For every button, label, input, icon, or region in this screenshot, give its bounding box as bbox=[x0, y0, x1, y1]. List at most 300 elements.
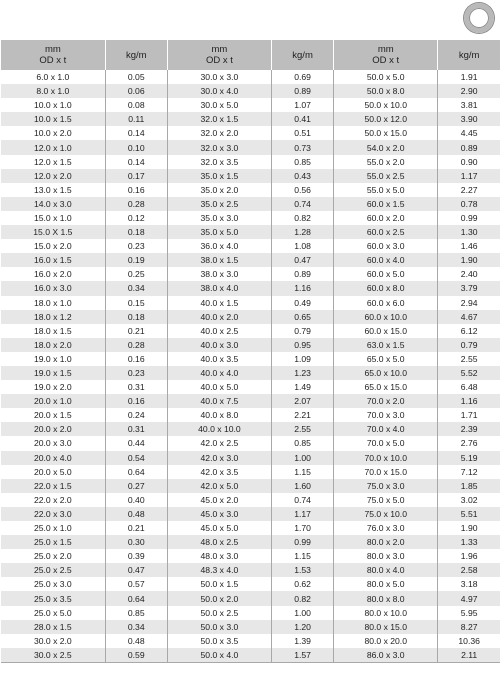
weight-cell: 1.15 bbox=[272, 465, 334, 479]
weight-cell: 0.14 bbox=[105, 126, 167, 140]
weight-cell: 2.76 bbox=[438, 436, 500, 450]
weight-cell: 4.67 bbox=[438, 310, 500, 324]
size-cell: 50.0 x 5.0 bbox=[334, 70, 438, 84]
size-cell: 13.0 x 1.5 bbox=[1, 183, 105, 197]
weight-cell: 2.55 bbox=[438, 352, 500, 366]
size-header-label: mm bbox=[44, 44, 61, 55]
weight-cell: 0.59 bbox=[105, 648, 167, 663]
size-cell: 25.0 x 2.0 bbox=[1, 549, 105, 563]
weight-cell: 0.99 bbox=[272, 535, 334, 549]
size-cell: 6.0 x 1.0 bbox=[1, 70, 105, 84]
size-cell: 20.0 x 1.0 bbox=[1, 394, 105, 408]
table-row bbox=[1, 394, 500, 408]
table-row bbox=[1, 563, 500, 577]
size-cell: 50.0 x 15.0 bbox=[334, 126, 438, 140]
size-cell: 60.0 x 10.0 bbox=[334, 310, 438, 324]
size-cell: 14.0 x 3.0 bbox=[1, 197, 105, 211]
weight-cell: 0.43 bbox=[272, 169, 334, 183]
table-row bbox=[1, 197, 500, 211]
weight-cell: 0.39 bbox=[105, 549, 167, 563]
size-cell: 18.0 x 1.0 bbox=[1, 296, 105, 310]
weight-cell: 3.18 bbox=[438, 577, 500, 591]
size-header-3 bbox=[334, 40, 438, 70]
weight-cell: 0.34 bbox=[105, 620, 167, 634]
weight-cell: 1.16 bbox=[272, 281, 334, 295]
size-cell: 70.0 x 4.0 bbox=[334, 422, 438, 436]
size-header-label: mm bbox=[211, 44, 228, 55]
size-cell: 22.0 x 3.0 bbox=[1, 507, 105, 521]
size-cell: 35.0 x 1.5 bbox=[167, 169, 271, 183]
weight-header-label: kg/m bbox=[125, 49, 147, 61]
weight-cell: 5.51 bbox=[438, 507, 500, 521]
size-cell: 25.0 x 3.5 bbox=[1, 591, 105, 605]
size-cell: 20.0 x 1.5 bbox=[1, 408, 105, 422]
weight-cell: 2.40 bbox=[438, 267, 500, 281]
weight-cell: 1.60 bbox=[272, 479, 334, 493]
table-row bbox=[1, 591, 500, 605]
weight-cell: 0.25 bbox=[105, 267, 167, 281]
size-cell: 25.0 x 3.0 bbox=[1, 577, 105, 591]
weight-cell: 0.85 bbox=[272, 436, 334, 450]
table-row bbox=[1, 155, 500, 169]
size-cell: 35.0 x 2.5 bbox=[167, 197, 271, 211]
weight-cell: 0.28 bbox=[105, 197, 167, 211]
weight-cell: 0.95 bbox=[272, 338, 334, 352]
weight-cell: 2.39 bbox=[438, 422, 500, 436]
weight-cell: 0.16 bbox=[105, 394, 167, 408]
weight-cell: 1.23 bbox=[272, 366, 334, 380]
size-cell: 86.0 x 3.0 bbox=[334, 648, 438, 663]
size-cell: 32.0 x 3.5 bbox=[167, 155, 271, 169]
size-cell: 80.0 x 10.0 bbox=[334, 606, 438, 620]
size-cell: 40.0 x 2.5 bbox=[167, 324, 271, 338]
weight-cell: 0.08 bbox=[105, 98, 167, 112]
size-header-sub: OD x t bbox=[372, 55, 400, 66]
weight-cell: 5.95 bbox=[438, 606, 500, 620]
size-cell: 60.0 x 3.0 bbox=[334, 239, 438, 253]
table-row bbox=[1, 521, 500, 535]
size-cell: 60.0 x 15.0 bbox=[334, 324, 438, 338]
ring-tube-icon bbox=[464, 3, 494, 33]
size-cell: 75.0 x 5.0 bbox=[334, 493, 438, 507]
size-cell: 20.0 x 2.0 bbox=[1, 422, 105, 436]
size-cell: 63.0 x 1.5 bbox=[334, 338, 438, 352]
size-cell: 55.0 x 2.0 bbox=[334, 155, 438, 169]
table-row bbox=[1, 648, 500, 663]
table-row bbox=[1, 211, 500, 225]
size-cell: 50.0 x 2.5 bbox=[167, 606, 271, 620]
size-header-1 bbox=[1, 40, 105, 70]
size-cell: 19.0 x 1.0 bbox=[1, 352, 105, 366]
weight-cell: 0.89 bbox=[272, 267, 334, 281]
weight-cell: 0.65 bbox=[272, 310, 334, 324]
size-cell: 50.0 x 10.0 bbox=[334, 98, 438, 112]
table-row bbox=[1, 352, 500, 366]
weight-cell: 0.90 bbox=[438, 155, 500, 169]
size-cell: 70.0 x 2.0 bbox=[334, 394, 438, 408]
size-cell: 50.0 x 1.5 bbox=[167, 577, 271, 591]
size-cell: 16.0 x 3.0 bbox=[1, 281, 105, 295]
size-cell: 65.0 x 10.0 bbox=[334, 366, 438, 380]
size-cell: 15.0 X 1.5 bbox=[1, 225, 105, 239]
weight-cell: 1.90 bbox=[438, 253, 500, 267]
weight-cell: 5.52 bbox=[438, 366, 500, 380]
table-header-row bbox=[1, 40, 500, 70]
size-cell: 40.0 x 1.5 bbox=[167, 296, 271, 310]
weight-cell: 0.16 bbox=[105, 352, 167, 366]
weight-cell: 4.97 bbox=[438, 591, 500, 605]
table-row bbox=[1, 577, 500, 591]
weight-cell: 0.11 bbox=[105, 112, 167, 126]
table-row bbox=[1, 422, 500, 436]
size-cell: 70.0 x 15.0 bbox=[334, 465, 438, 479]
weight-cell: 3.90 bbox=[438, 112, 500, 126]
weight-cell: 0.31 bbox=[105, 380, 167, 394]
table-row bbox=[1, 112, 500, 126]
size-cell: 40.0 x 4.0 bbox=[167, 366, 271, 380]
size-cell: 8.0 x 1.0 bbox=[1, 84, 105, 98]
table-row bbox=[1, 267, 500, 281]
table-row bbox=[1, 465, 500, 479]
size-cell: 48.0 x 2.5 bbox=[167, 535, 271, 549]
table-row bbox=[1, 338, 500, 352]
size-cell: 40.0 x 7.5 bbox=[167, 394, 271, 408]
size-cell: 50.0 x 3.0 bbox=[167, 620, 271, 634]
size-cell: 18.0 x 1.2 bbox=[1, 310, 105, 324]
weight-cell: 10.36 bbox=[438, 634, 500, 648]
size-cell: 40.0 x 2.0 bbox=[167, 310, 271, 324]
weight-cell: 0.69 bbox=[272, 70, 334, 84]
size-cell: 12.0 x 1.0 bbox=[1, 140, 105, 154]
weight-cell: 1.39 bbox=[272, 634, 334, 648]
weight-cell: 0.16 bbox=[105, 183, 167, 197]
size-cell: 70.0 x 10.0 bbox=[334, 451, 438, 465]
weight-cell: 0.28 bbox=[105, 338, 167, 352]
weight-cell: 3.81 bbox=[438, 98, 500, 112]
weight-cell: 1.07 bbox=[272, 98, 334, 112]
weight-cell: 0.56 bbox=[272, 183, 334, 197]
weight-cell: 1.71 bbox=[438, 408, 500, 422]
size-cell: 36.0 x 4.0 bbox=[167, 239, 271, 253]
weight-header-label: kg/m bbox=[458, 49, 480, 61]
size-header-sub: OD x t bbox=[39, 55, 67, 66]
weight-header-2 bbox=[272, 40, 334, 70]
weight-cell: 1.20 bbox=[272, 620, 334, 634]
table-row bbox=[1, 281, 500, 295]
table-body bbox=[1, 70, 500, 662]
size-cell: 40.0 x 10.0 bbox=[167, 422, 271, 436]
table-row bbox=[1, 380, 500, 394]
size-cell: 25.0 x 1.0 bbox=[1, 521, 105, 535]
table-row bbox=[1, 451, 500, 465]
weight-cell: 0.89 bbox=[272, 84, 334, 98]
weight-cell: 0.27 bbox=[105, 479, 167, 493]
weight-cell: 2.07 bbox=[272, 394, 334, 408]
weight-cell: 0.82 bbox=[272, 211, 334, 225]
size-cell: 35.0 x 3.0 bbox=[167, 211, 271, 225]
weight-cell: 0.57 bbox=[105, 577, 167, 591]
size-cell: 65.0 x 15.0 bbox=[334, 380, 438, 394]
table-row bbox=[1, 183, 500, 197]
weight-cell: 0.17 bbox=[105, 169, 167, 183]
weight-cell: 0.64 bbox=[105, 591, 167, 605]
size-cell: 40.0 x 8.0 bbox=[167, 408, 271, 422]
weight-cell: 1.49 bbox=[272, 380, 334, 394]
size-cell: 22.0 x 1.5 bbox=[1, 479, 105, 493]
size-cell: 30.0 x 2.5 bbox=[1, 648, 105, 663]
size-header-2 bbox=[167, 40, 271, 70]
size-cell: 60.0 x 4.0 bbox=[334, 253, 438, 267]
size-cell: 70.0 x 5.0 bbox=[334, 436, 438, 450]
size-cell: 32.0 x 1.5 bbox=[167, 112, 271, 126]
weight-cell: 2.11 bbox=[438, 648, 500, 663]
size-cell: 48.3 x 4.0 bbox=[167, 563, 271, 577]
size-cell: 30.0 x 4.0 bbox=[167, 84, 271, 98]
size-cell: 19.0 x 1.5 bbox=[1, 366, 105, 380]
weight-header-label: kg/m bbox=[292, 49, 313, 61]
table-row bbox=[1, 620, 500, 634]
size-cell: 75.0 x 3.0 bbox=[334, 479, 438, 493]
size-cell: 20.0 x 4.0 bbox=[1, 451, 105, 465]
weight-cell: 0.15 bbox=[105, 296, 167, 310]
table-row bbox=[1, 606, 500, 620]
weight-cell: 0.18 bbox=[105, 225, 167, 239]
weight-cell: 0.41 bbox=[272, 112, 334, 126]
size-cell: 80.0 x 4.0 bbox=[334, 563, 438, 577]
weight-cell: 1.53 bbox=[272, 563, 334, 577]
size-cell: 25.0 x 5.0 bbox=[1, 606, 105, 620]
table-row bbox=[1, 549, 500, 563]
weight-cell: 1.00 bbox=[272, 451, 334, 465]
weight-cell: 1.09 bbox=[272, 352, 334, 366]
size-cell: 42.0 x 3.5 bbox=[167, 465, 271, 479]
weight-cell: 2.21 bbox=[272, 408, 334, 422]
size-cell: 32.0 x 3.0 bbox=[167, 140, 271, 154]
weight-cell: 2.90 bbox=[438, 84, 500, 98]
size-cell: 30.0 x 3.0 bbox=[167, 70, 271, 84]
size-cell: 45.0 x 5.0 bbox=[167, 521, 271, 535]
weight-cell: 1.33 bbox=[438, 535, 500, 549]
size-cell: 28.0 x 1.5 bbox=[1, 620, 105, 634]
size-cell: 22.0 x 2.0 bbox=[1, 493, 105, 507]
size-cell: 18.0 x 1.5 bbox=[1, 324, 105, 338]
size-cell: 60.0 x 8.0 bbox=[334, 281, 438, 295]
size-cell: 80.0 x 15.0 bbox=[334, 620, 438, 634]
weight-cell: 2.58 bbox=[438, 563, 500, 577]
weight-cell: 1.16 bbox=[438, 394, 500, 408]
size-cell: 76.0 x 3.0 bbox=[334, 521, 438, 535]
weight-cell: 1.90 bbox=[438, 521, 500, 535]
size-header-sub: OD x t bbox=[205, 55, 233, 66]
size-cell: 18.0 x 2.0 bbox=[1, 338, 105, 352]
weight-cell: 0.48 bbox=[105, 634, 167, 648]
size-cell: 80.0 x 3.0 bbox=[334, 549, 438, 563]
size-cell: 38.0 x 4.0 bbox=[167, 281, 271, 295]
size-cell: 45.0 x 3.0 bbox=[167, 507, 271, 521]
size-cell: 70.0 x 3.0 bbox=[334, 408, 438, 422]
size-cell: 35.0 x 2.0 bbox=[167, 183, 271, 197]
size-cell: 54.0 x 2.0 bbox=[334, 140, 438, 154]
weight-cell: 0.44 bbox=[105, 436, 167, 450]
weight-cell: 1.85 bbox=[438, 479, 500, 493]
size-cell: 80.0 x 8.0 bbox=[334, 591, 438, 605]
weight-cell: 0.18 bbox=[105, 310, 167, 324]
table-row bbox=[1, 70, 500, 84]
weight-cell: 1.57 bbox=[272, 648, 334, 663]
weight-cell: 0.73 bbox=[272, 140, 334, 154]
weight-cell: 4.45 bbox=[438, 126, 500, 140]
weight-cell: 7.12 bbox=[438, 465, 500, 479]
weight-cell: 0.74 bbox=[272, 493, 334, 507]
weight-cell: 0.82 bbox=[272, 591, 334, 605]
size-cell: 30.0 x 5.0 bbox=[167, 98, 271, 112]
size-cell: 10.0 x 1.0 bbox=[1, 98, 105, 112]
size-cell: 50.0 x 12.0 bbox=[334, 112, 438, 126]
size-cell: 50.0 x 2.0 bbox=[167, 591, 271, 605]
size-cell: 16.0 x 2.0 bbox=[1, 267, 105, 281]
weight-cell: 0.21 bbox=[105, 324, 167, 338]
size-cell: 75.0 x 10.0 bbox=[334, 507, 438, 521]
table-row bbox=[1, 324, 500, 338]
weight-cell: 0.31 bbox=[105, 422, 167, 436]
weight-cell: 0.23 bbox=[105, 239, 167, 253]
size-cell: 42.0 x 3.0 bbox=[167, 451, 271, 465]
size-cell: 16.0 x 1.5 bbox=[1, 253, 105, 267]
size-cell: 48.0 x 3.0 bbox=[167, 549, 271, 563]
size-cell: 38.0 x 1.5 bbox=[167, 253, 271, 267]
size-cell: 10.0 x 1.5 bbox=[1, 112, 105, 126]
tube-weight-table bbox=[1, 40, 500, 663]
size-cell: 30.0 x 2.0 bbox=[1, 634, 105, 648]
weight-cell: 0.19 bbox=[105, 253, 167, 267]
size-cell: 10.0 x 2.0 bbox=[1, 126, 105, 140]
weight-cell: 0.47 bbox=[105, 563, 167, 577]
weight-cell: 1.17 bbox=[272, 507, 334, 521]
weight-cell: 0.05 bbox=[105, 70, 167, 84]
size-cell: 38.0 x 3.0 bbox=[167, 267, 271, 281]
weight-cell: 3.79 bbox=[438, 281, 500, 295]
weight-cell: 0.49 bbox=[272, 296, 334, 310]
size-cell: 40.0 x 3.5 bbox=[167, 352, 271, 366]
weight-cell: 1.00 bbox=[272, 606, 334, 620]
weight-cell: 6.12 bbox=[438, 324, 500, 338]
weight-cell: 0.99 bbox=[438, 211, 500, 225]
size-cell: 60.0 x 5.0 bbox=[334, 267, 438, 281]
table-row bbox=[1, 98, 500, 112]
weight-cell: 1.17 bbox=[438, 169, 500, 183]
weight-cell: 0.79 bbox=[272, 324, 334, 338]
table-row bbox=[1, 296, 500, 310]
size-cell: 12.0 x 1.5 bbox=[1, 155, 105, 169]
weight-cell: 0.74 bbox=[272, 197, 334, 211]
size-cell: 60.0 x 2.0 bbox=[334, 211, 438, 225]
table-row bbox=[1, 140, 500, 154]
table-row bbox=[1, 507, 500, 521]
table-row bbox=[1, 239, 500, 253]
weight-header-1 bbox=[105, 40, 167, 70]
weight-cell: 0.51 bbox=[272, 126, 334, 140]
size-cell: 50.0 x 4.0 bbox=[167, 648, 271, 663]
weight-cell: 2.94 bbox=[438, 296, 500, 310]
weight-cell: 0.12 bbox=[105, 211, 167, 225]
size-cell: 45.0 x 2.0 bbox=[167, 493, 271, 507]
weight-cell: 0.10 bbox=[105, 140, 167, 154]
table-row bbox=[1, 84, 500, 98]
size-cell: 80.0 x 5.0 bbox=[334, 577, 438, 591]
weight-cell: 0.62 bbox=[272, 577, 334, 591]
weight-cell: 1.91 bbox=[438, 70, 500, 84]
size-cell: 50.0 x 8.0 bbox=[334, 84, 438, 98]
weight-cell: 1.46 bbox=[438, 239, 500, 253]
weight-cell: 0.23 bbox=[105, 366, 167, 380]
size-cell: 55.0 x 5.0 bbox=[334, 183, 438, 197]
size-cell: 20.0 x 5.0 bbox=[1, 465, 105, 479]
size-cell: 42.0 x 5.0 bbox=[167, 479, 271, 493]
table-row bbox=[1, 479, 500, 493]
table-row bbox=[1, 310, 500, 324]
size-cell: 15.0 x 2.0 bbox=[1, 239, 105, 253]
weight-cell: 0.78 bbox=[438, 197, 500, 211]
size-cell: 60.0 x 6.0 bbox=[334, 296, 438, 310]
weight-cell: 0.54 bbox=[105, 451, 167, 465]
size-cell: 60.0 x 2.5 bbox=[334, 225, 438, 239]
weight-cell: 0.89 bbox=[438, 140, 500, 154]
weight-cell: 0.14 bbox=[105, 155, 167, 169]
size-cell: 15.0 x 1.0 bbox=[1, 211, 105, 225]
weight-cell: 1.96 bbox=[438, 549, 500, 563]
weight-cell: 1.70 bbox=[272, 521, 334, 535]
weight-cell: 6.48 bbox=[438, 380, 500, 394]
weight-cell: 5.19 bbox=[438, 451, 500, 465]
size-header-label: mm bbox=[377, 44, 394, 55]
size-cell: 65.0 x 5.0 bbox=[334, 352, 438, 366]
weight-cell: 0.24 bbox=[105, 408, 167, 422]
weight-cell: 0.64 bbox=[105, 465, 167, 479]
weight-cell: 2.27 bbox=[438, 183, 500, 197]
weight-cell: 0.40 bbox=[105, 493, 167, 507]
weight-cell: 0.30 bbox=[105, 535, 167, 549]
size-cell: 80.0 x 2.0 bbox=[334, 535, 438, 549]
table-row bbox=[1, 493, 500, 507]
size-cell: 25.0 x 1.5 bbox=[1, 535, 105, 549]
size-cell: 50.0 x 3.5 bbox=[167, 634, 271, 648]
weight-cell: 0.85 bbox=[105, 606, 167, 620]
size-cell: 60.0 x 1.5 bbox=[334, 197, 438, 211]
table-row bbox=[1, 436, 500, 450]
size-cell: 80.0 x 20.0 bbox=[334, 634, 438, 648]
weight-cell: 0.79 bbox=[438, 338, 500, 352]
weight-cell: 0.48 bbox=[105, 507, 167, 521]
table-row bbox=[1, 126, 500, 140]
table-row bbox=[1, 366, 500, 380]
size-cell: 40.0 x 3.0 bbox=[167, 338, 271, 352]
size-cell: 12.0 x 2.0 bbox=[1, 169, 105, 183]
weight-cell: 2.55 bbox=[272, 422, 334, 436]
weight-cell: 1.30 bbox=[438, 225, 500, 239]
table-row bbox=[1, 225, 500, 239]
weight-cell: 1.08 bbox=[272, 239, 334, 253]
size-cell: 25.0 x 2.5 bbox=[1, 563, 105, 577]
size-cell: 42.0 x 2.5 bbox=[167, 436, 271, 450]
size-cell: 55.0 x 2.5 bbox=[334, 169, 438, 183]
table-row bbox=[1, 253, 500, 267]
size-cell: 20.0 x 3.0 bbox=[1, 436, 105, 450]
weight-cell: 0.21 bbox=[105, 521, 167, 535]
weight-header-3 bbox=[438, 40, 500, 70]
weight-cell: 1.15 bbox=[272, 549, 334, 563]
weight-cell: 0.06 bbox=[105, 84, 167, 98]
table-row bbox=[1, 169, 500, 183]
